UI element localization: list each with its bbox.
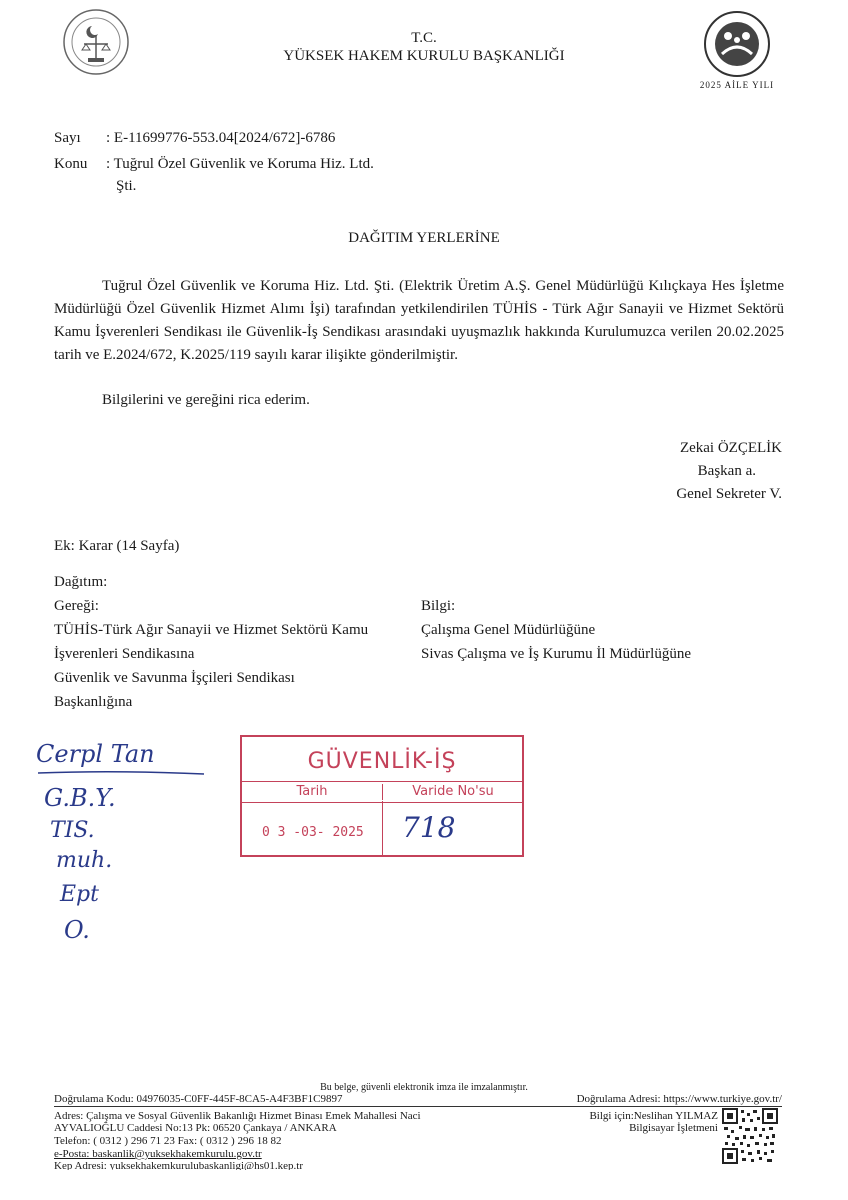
gereği-item: TÜHİS-Türk Ağır Sanayii ve Hizmet Sektörü Kamu [54, 622, 369, 638]
body-closing: Bilgilerini ve gereğini rica ederim. [102, 392, 310, 408]
header-tc: T.C. [411, 30, 437, 46]
bilgi-item: Çalışma Genel Müdürlüğüne [421, 622, 596, 638]
stamp-number: 718 [402, 811, 456, 844]
handwritten-note: Cerpl Tan [36, 740, 155, 768]
footer-info-contact: Bilgi için:Neslihan YILMAZ [589, 1110, 718, 1122]
stamp-date: 0 3 -03- 2025 [262, 825, 364, 840]
sayi-value: : E-11699776-553.04[2024/672]-6786 [106, 130, 336, 146]
header-institution: YÜKSEK HAKEM KURULU BAŞKANLIĞI [283, 48, 565, 64]
stamp-number-header: Varide No'su [382, 784, 523, 800]
family-year-caption: 2025 AİLE YILI [699, 80, 775, 90]
footer-address-2: AYVALIOĞLU Caddesi No:13 Pk: 06520 Çankaya / ANKARA [54, 1122, 337, 1134]
stamp-date-header: Tarih [296, 784, 328, 799]
konu-label: Konu [54, 156, 88, 172]
konu-value-1: : Tuğrul Özel Güvenlik ve Koruma Hiz. Ltd. [106, 156, 374, 172]
gereği-item: Güvenlik ve Savunma İşçileri Sendikası [54, 670, 295, 686]
handwritten-note: muh. [56, 848, 113, 873]
gereği-label: Gereği: [54, 598, 99, 614]
handwritten-note: G.B.Y. [44, 784, 116, 812]
e-signature-note: Bu belge, güvenli elektronik imza ile imzalanmıştır. [320, 1082, 528, 1093]
signatory-title-2: Genel Sekreter V. [676, 486, 782, 502]
signatory-title-1: Başkan a. [697, 463, 756, 479]
handwritten-underline [36, 770, 206, 776]
footer-address-1: Adres: Çalışma ve Sosyal Güvenlik Bakanlığı Hizmet Binası Emek Mahallesi Naci [54, 1110, 421, 1122]
verification-address: Doğrulama Adresi: https://www.turkiye.gov.tr/ [576, 1093, 782, 1105]
gereği-item: İşverenleri Sendikasına [54, 646, 195, 662]
footer-email[interactable]: e-Posta: baskanlik@yuksekhakemkurulu.gov.tr [54, 1148, 262, 1160]
stamp-title: GÜVENLİK-İŞ [307, 749, 457, 774]
footer-info-unit: Bilgisayar İşletmeni [629, 1122, 718, 1134]
footer-phone: Telefon: ( 0312 ) 296 71 23 Fax: ( 0312 ) 296 18 82 [54, 1135, 282, 1147]
signatory-name: Zekai ÖZÇELİK [679, 440, 782, 456]
footer-kep[interactable]: Kep Adresi: yuksekhakemkurulubaskanligi@hs01.kep.tr [54, 1160, 304, 1170]
body-paragraph: Tuğrul Özel Güvenlik ve Koruma Hiz. Ltd. Şti. (Elektrik Üretim A.Ş. Genel Müdürlüğü Kılıçkaya Hes İşletme Müdürlüğü Özel Güvenlik Hizmet Alımı İşi) tarafından yetkilendirilen TÜHİS - Türk Ağır Sanayii ve Hizmet Sektörü Kamu İşverenleri Sendikası ile Güvenlik-İş Sendikası arasındaki uyuşmazlık hakkında Kurulumuzca verilen 20.02.2025 tarih ve E.2024/672, K.2025/119 sayılı karar ilişikte gönderilmiştir. [54, 278, 784, 363]
handwritten-note: O. [64, 916, 90, 944]
bilgi-item: Sivas Çalışma ve İş Kurumu İl Müdürlüğüne [421, 646, 691, 662]
footer-divider [54, 1106, 782, 1107]
bilgi-label: Bilgi: [421, 598, 456, 614]
sayi-label: Sayı [54, 130, 81, 146]
attachment: Ek: Karar (14 Sayfa) [54, 538, 180, 554]
qr-code-icon [722, 1108, 778, 1164]
distribution-label: Dağıtım: [54, 574, 108, 590]
handwritten-note: Ept [60, 882, 99, 907]
verification-code: Doğrulama Kodu: 04976035-C0FF-445F-8CA5-A4F3BF1C9897 [54, 1093, 343, 1105]
handwritten-note: TIS. [50, 818, 95, 843]
konu-value-2: Şti. [116, 178, 137, 194]
gereği-item: Başkanlığına [54, 694, 133, 710]
distribution-title: DAĞITIM YERLERİNE [348, 230, 500, 246]
received-stamp [240, 735, 524, 857]
